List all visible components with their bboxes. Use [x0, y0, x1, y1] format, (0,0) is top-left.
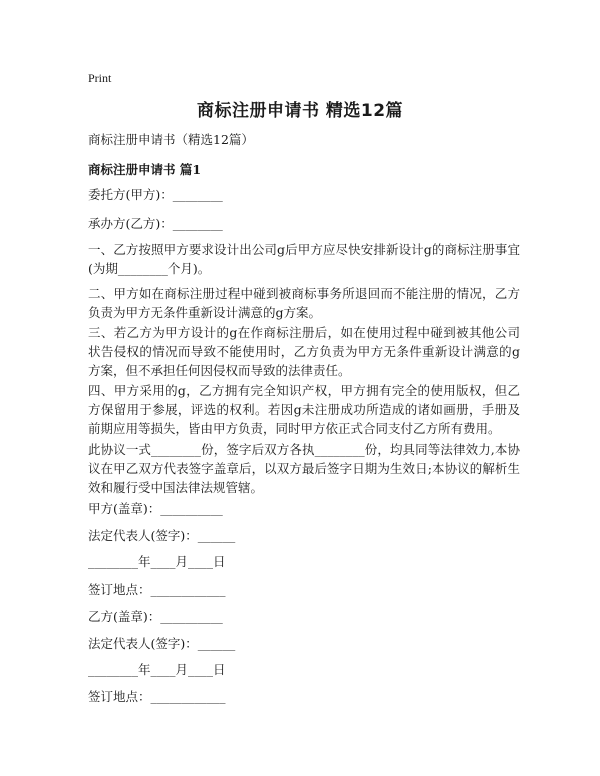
clause-2: 二、甲方如在商标注册过程中碰到被商标事务所退回而不能注册的情况，乙方负责为甲方无条件重新设计满意的g方案。 — [88, 286, 520, 320]
clause-1: 一、乙方按照甲方要求设计出公司g后甲方应尽快安排新设计g的商标注册事宜(为期________个月)。 — [88, 242, 520, 276]
client-party-line: 委托方(甲方)：________ — [88, 187, 223, 202]
party-b-signing-place-line: 签订地点：____________ — [88, 689, 226, 704]
party-b-date-line: ________年____月____日 — [88, 662, 226, 677]
party-a-representative-line: 法定代表人(签字)：______ — [88, 528, 236, 543]
party-b-seal-line: 乙方(盖章)：__________ — [88, 609, 223, 624]
document-title: 商标注册申请书 精选12篇 — [196, 101, 404, 121]
party-a-signing-place-line: 签订地点：____________ — [88, 582, 226, 597]
party-a-seal-line: 甲方(盖章)：__________ — [88, 501, 223, 516]
clause-3: 三、若乙方为甲方设计的g在作商标注册后，如在使用过程中碰到被其他公司状告侵权的情况而导致不能使用时，乙方负责为甲方无条件重新设计满意的g方案，但不承担任何因侵权而导致的法律责任。 — [88, 325, 520, 378]
clause-4: 四、甲方采用的g，乙方拥有完全知识产权，甲方拥有完全的使用版权，但乙方保留用于参展，评选的权利。若因g未注册成功所造成的诸如画册，手册及前期应用等损失，皆由甲方负责，同时甲方依正式合同支付乙方所有费用。 — [88, 383, 520, 436]
section-heading: 商标注册申请书 篇1 — [88, 162, 202, 177]
agreement-terms: 此协议一式________份，签字后双方各执________份，均具同等法律效力,本协议在甲乙双方代表签字盖章后，以双方最后签字日期为生效日;本协议的解析生效和履行受中国法律法规管辖。 — [88, 442, 520, 495]
party-b-representative-line: 法定代表人(签字)：______ — [88, 636, 236, 651]
document-subtitle: 商标注册申请书（精选12篇） — [88, 132, 254, 147]
print-label: Print — [88, 71, 112, 85]
contractor-party-line: 承办方(乙方)：________ — [88, 216, 223, 231]
party-a-date-line: ________年____月____日 — [88, 554, 226, 569]
